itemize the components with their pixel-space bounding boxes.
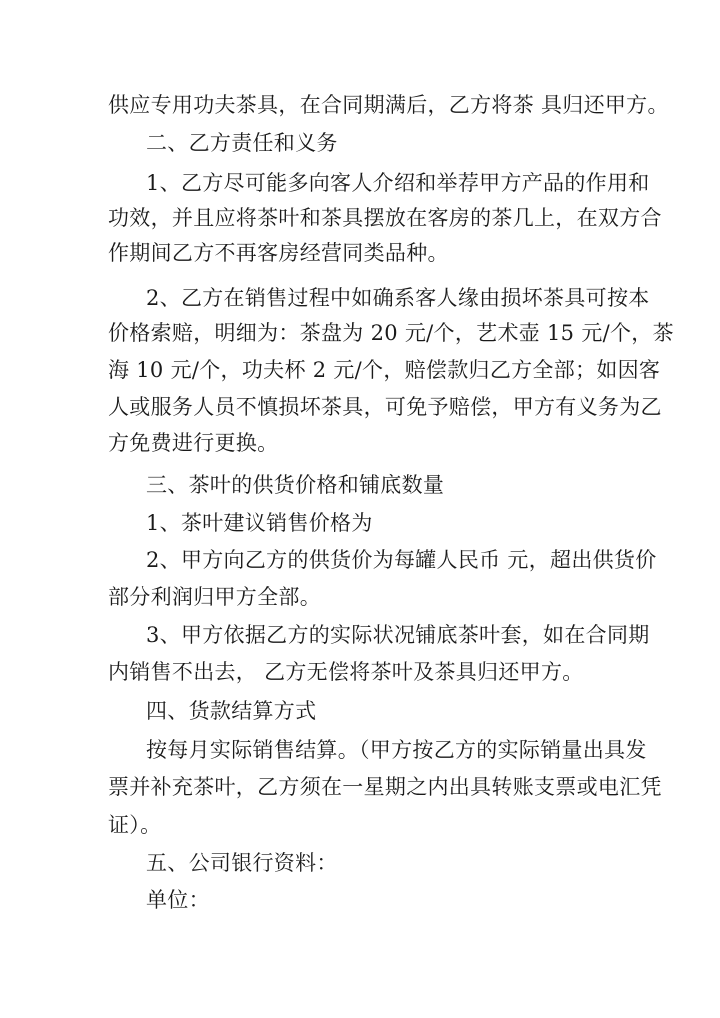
section-heading: 二、乙方责任和义务 [146, 131, 338, 155]
text-line: 海 10 元/个，功夫杯 2 元/个，赔偿款归乙方全部；如因客 [108, 358, 661, 382]
text-line: 按每月实际销售结算。（甲方按乙方的实际销量出具发 [146, 738, 647, 762]
section-heading: 五、公司银行资料： [146, 851, 338, 875]
section-heading: 四、货款结算方式 [146, 699, 317, 723]
text-line: 供应专用功夫茶具，在合同期满后，乙方将茶 具归还甲方。 [108, 93, 669, 117]
text-line: 3、甲方依据乙方的实际状况铺底茶叶套，如在合同期 [146, 623, 650, 647]
text-line: 2、乙方在销售过程中如确系客人缘由损坏茶具可按本 [146, 286, 650, 310]
text-line: 部分利润归甲方全部。 [108, 585, 321, 609]
text-line: 2、甲方向乙方的供货价为每罐人民币 元，超出供货价 [146, 548, 657, 572]
text-line: 单位： [146, 888, 210, 912]
text-line: 证）。 [108, 813, 162, 837]
text-line: 票并补充茶叶，乙方须在一星期之内出具转账支票或电汇凭 [108, 775, 662, 799]
text-line: 价格索赔，明细为：茶盘为 20 元/个，艺术壶 15 元/个，茶 [108, 321, 674, 345]
text-line: 1、乙方尽可能多向客人介绍和举荐甲方产品的作用和 [146, 171, 650, 195]
text-line: 方免费进行更换。 [108, 431, 279, 455]
text-line: 1、茶叶建议销售价格为 [146, 511, 373, 535]
text-line: 作期间乙方不再客房经营同类品种。 [108, 241, 449, 265]
text-line: 内销售不出去， 乙方无偿将茶叶及茶具归还甲方。 [108, 660, 584, 684]
text-line: 功效，并且应将茶叶和茶具摆放在客房的茶几上，在双方合 [108, 206, 662, 230]
section-heading: 三、茶叶的供货价格和铺底数量 [146, 473, 445, 497]
text-line: 人或服务人员不慎损坏茶具，可免予赔偿，甲方有义务为乙 [108, 395, 662, 419]
